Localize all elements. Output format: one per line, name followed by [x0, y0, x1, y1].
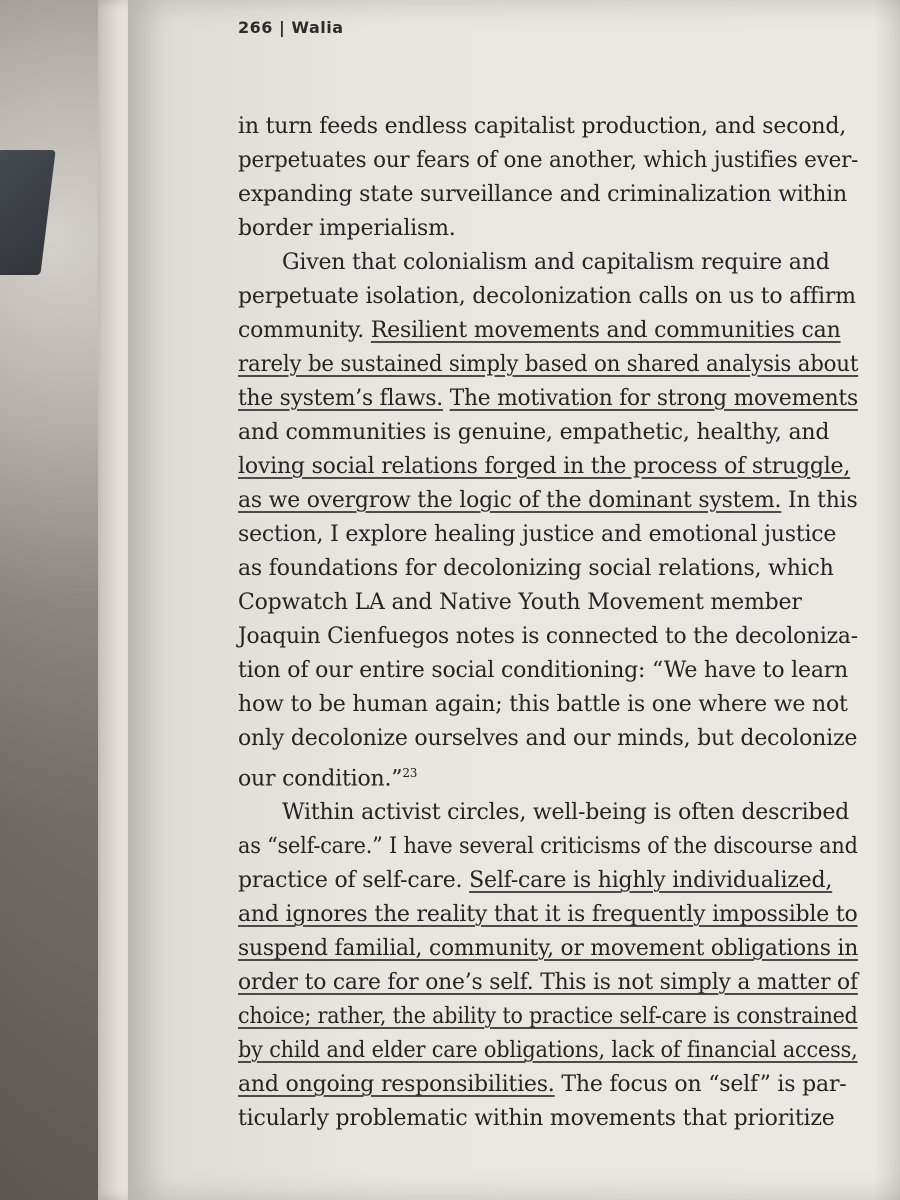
- text-line-25: suspend familial, community, or movement obligations in: [238, 936, 859, 962]
- text-line-22: as “self-care.” I have several criticisms of the discourse and: [238, 834, 858, 860]
- underlined-segment-2: the system’s flaws.: [238, 386, 444, 411]
- text-line-11: loving social relations forged in the process of struggle,: [238, 454, 851, 479]
- underlined-segment-4: as we overgrow the logic of the dominant system.: [238, 488, 782, 513]
- text-line-3: expanding state surveillance and criminalization within: [238, 182, 847, 207]
- text-line-7: [238, 314, 858, 348]
- text-line-20: [238, 756, 858, 796]
- text-line-24: and ignores the reality that it is frequently impossible to: [238, 902, 858, 928]
- text-line-17: tion of our entire social conditioning: “We have to learn: [238, 658, 849, 683]
- text-segment-condition: our condition.”: [238, 766, 403, 792]
- text-line-1: in turn feeds endless capitalist production, and second,: [238, 114, 847, 139]
- underlined-segment-5: Self-care is highly individualized,: [469, 868, 833, 894]
- text-line-23: [238, 864, 858, 898]
- text-line-26: order to care for one’s self. This is not simply a matter of: [238, 970, 858, 996]
- underlined-segment-3: The motivation for strong movements: [449, 386, 858, 411]
- running-header: [238, 18, 344, 37]
- footnote-marker: 23: [402, 766, 418, 780]
- text-line-6: perpetuate isolation, decolonization calls on us to affirm: [238, 284, 856, 309]
- text-line-18: how to be human again; this battle is one where we not: [238, 692, 848, 717]
- text-line-15: Copwatch LA and Native Youth Movement member: [238, 590, 802, 615]
- text-line-4: border imperialism.: [238, 216, 456, 241]
- text-line-16: Joaquin Cienfuegos notes is connected to the decoloniza-: [238, 624, 858, 649]
- text-segment-focus: The focus on “self” is par-: [561, 1072, 847, 1098]
- page-shadow-edge: [874, 0, 900, 1200]
- text-line-9: [238, 382, 858, 416]
- text-line-29: [238, 1068, 858, 1102]
- text-line-2: perpetuates our fears of one another, which justifies ever-: [238, 148, 859, 173]
- text-segment-practice: practice of self-care.: [238, 868, 463, 894]
- text-line-30: ticularly problematic within movements that prioritize: [238, 1106, 835, 1132]
- underlined-segment-1: Resilient movements and communities can: [370, 318, 841, 343]
- text-line-12: [238, 484, 858, 518]
- text-line-19: only decolonize ourselves and our minds, but decolonize: [238, 726, 858, 751]
- text-line-10: and communities is genuine, empathetic, healthy, and: [238, 420, 830, 445]
- underlined-segment-6: and ongoing responsibilities.: [238, 1072, 555, 1098]
- text-line-13: section, I explore healing justice and emotional justice: [238, 522, 837, 547]
- text-segment-community: community.: [238, 318, 365, 343]
- text-line-8: rarely be sustained simply based on shared analysis about: [238, 352, 859, 377]
- text-line-14: as foundations for decolonizing social relations, which: [238, 556, 834, 581]
- page-text: [238, 110, 858, 1136]
- text-segment-in-this: In this: [788, 488, 858, 513]
- author-name: Walia: [291, 18, 344, 37]
- text-line-28: by child and elder care obligations, lack of financial access,: [238, 1038, 858, 1064]
- header-separator: |: [278, 18, 286, 37]
- text-line-21: Within activist circles, well-being is often described: [282, 800, 850, 826]
- page-number: 266: [238, 18, 273, 37]
- text-line-5: Given that colonialism and capitalism require and: [282, 250, 830, 275]
- text-line-27: choice; rather, the ability to practice self-care is constrained: [238, 1004, 858, 1030]
